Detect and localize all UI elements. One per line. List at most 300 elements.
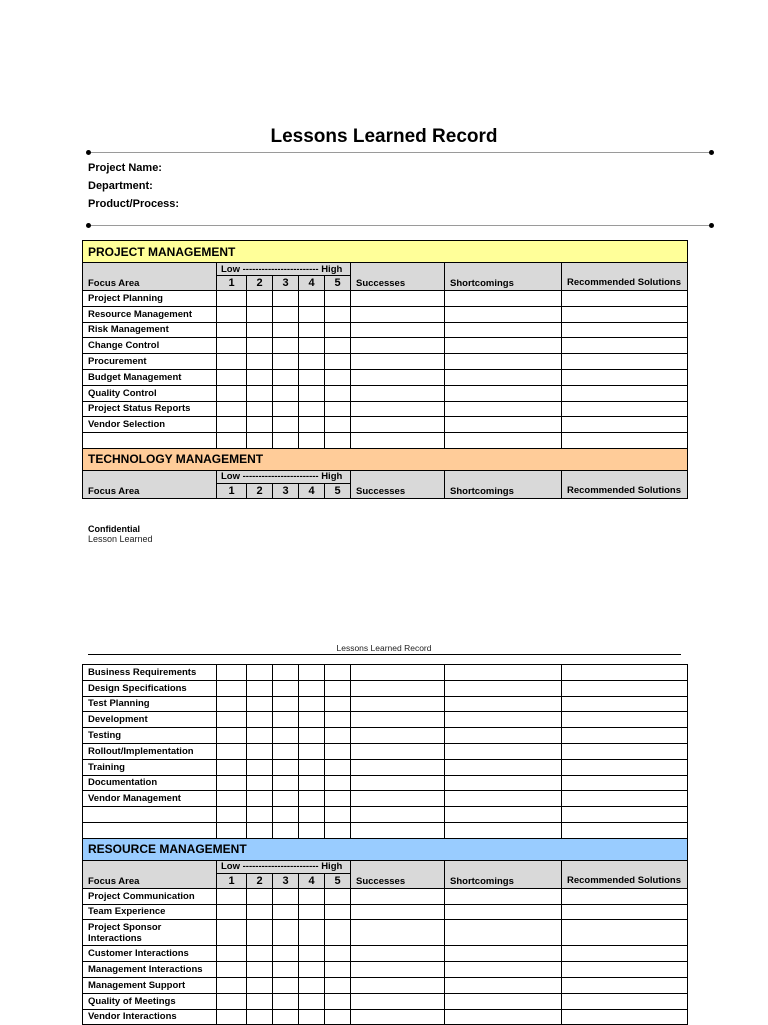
successes-cell[interactable]: [351, 680, 445, 696]
rating-1-cell[interactable]: [217, 888, 247, 904]
rating-5-cell[interactable]: [325, 665, 351, 681]
rating-5-header: 5: [325, 483, 351, 498]
rating-2-cell[interactable]: [247, 712, 273, 728]
lessons-table-page2: [82, 664, 688, 1025]
rating-1-cell[interactable]: [217, 665, 247, 681]
shortcomings-cell[interactable]: [445, 665, 562, 681]
footer-confidential: Confidential: [88, 524, 140, 534]
rating-2-cell[interactable]: [247, 904, 273, 920]
table-row: [83, 775, 688, 791]
focus-area-cell: Vendor Selection: [83, 417, 217, 433]
successes-cell[interactable]: [351, 401, 445, 417]
rating-4-cell[interactable]: [299, 322, 325, 338]
successes-cell[interactable]: [351, 1009, 445, 1025]
rating-3-cell[interactable]: [273, 338, 299, 354]
rating-5-cell[interactable]: [325, 807, 351, 823]
focus-area-cell: Resource Management: [83, 306, 217, 322]
successes-cell[interactable]: [351, 712, 445, 728]
shortcomings-cell[interactable]: [445, 920, 562, 946]
table-row: [83, 728, 688, 744]
shortcomings-cell[interactable]: [445, 433, 562, 449]
rating-4-cell[interactable]: [299, 369, 325, 385]
rating-5-cell[interactable]: [325, 822, 351, 838]
divider-dot: [709, 150, 714, 155]
recommended-solutions-cell[interactable]: [562, 680, 688, 696]
recommended-solutions-cell[interactable]: [562, 946, 688, 962]
rating-2-cell[interactable]: [247, 433, 273, 449]
department-label: Department:: [88, 180, 153, 192]
rating-2-cell[interactable]: [247, 728, 273, 744]
rating-3-cell[interactable]: [273, 920, 299, 946]
rating-1-cell[interactable]: [217, 338, 247, 354]
recommended-solutions-cell[interactable]: [562, 354, 688, 370]
focus-area-cell: Documentation: [83, 775, 217, 791]
successes-cell[interactable]: [351, 728, 445, 744]
shortcomings-cell[interactable]: [445, 977, 562, 993]
rating-2-cell[interactable]: [247, 962, 273, 978]
rating-3-cell[interactable]: [273, 322, 299, 338]
successes-cell[interactable]: [351, 417, 445, 433]
section-header-project-management: PROJECT MANAGEMENT: [83, 241, 688, 263]
shortcomings-cell[interactable]: [445, 904, 562, 920]
shortcomings-cell[interactable]: [445, 338, 562, 354]
rating-4-cell[interactable]: [299, 759, 325, 775]
rating-4-cell[interactable]: [299, 433, 325, 449]
rating-1-cell[interactable]: [217, 822, 247, 838]
recommended-solutions-cell[interactable]: [562, 1009, 688, 1025]
rating-1-cell[interactable]: [217, 993, 247, 1009]
successes-cell[interactable]: [351, 888, 445, 904]
recommended-solutions-cell[interactable]: [562, 712, 688, 728]
rating-1-cell[interactable]: [217, 1009, 247, 1025]
shortcomings-cell[interactable]: [445, 696, 562, 712]
recommended-solutions-cell[interactable]: [562, 759, 688, 775]
product-process-label: Product/Process:: [88, 198, 180, 210]
page2-header-rule: [88, 654, 681, 655]
rating-5-cell[interactable]: [325, 759, 351, 775]
table-row: [83, 920, 688, 946]
rating-5-cell[interactable]: [325, 1009, 351, 1025]
successes-header: Successes: [351, 263, 445, 291]
table-row: [83, 888, 688, 904]
shortcomings-cell[interactable]: [445, 962, 562, 978]
rating-1-cell[interactable]: [217, 807, 247, 823]
rating-3-cell[interactable]: [273, 807, 299, 823]
successes-cell[interactable]: [351, 322, 445, 338]
table-row: [83, 433, 688, 449]
rating-5-cell[interactable]: [325, 743, 351, 759]
rating-1-cell[interactable]: [217, 920, 247, 946]
rating-5-cell[interactable]: [325, 962, 351, 978]
rating-1-cell[interactable]: [217, 417, 247, 433]
rating-3-cell[interactable]: [273, 385, 299, 401]
recommended-solutions-cell[interactable]: [562, 993, 688, 1009]
rating-1-cell[interactable]: [217, 962, 247, 978]
rating-1-cell[interactable]: [217, 904, 247, 920]
rating-2-cell[interactable]: [247, 696, 273, 712]
rating-3-cell[interactable]: [273, 401, 299, 417]
rating-3-header: 3: [273, 483, 299, 498]
rating-4-header: 4: [299, 873, 325, 888]
rating-2-cell[interactable]: [247, 759, 273, 775]
rating-4-cell[interactable]: [299, 743, 325, 759]
rating-2-header: 2: [247, 483, 273, 498]
recommended-solutions-cell[interactable]: [562, 743, 688, 759]
bottom-divider: [88, 225, 712, 226]
rating-5-cell[interactable]: [325, 680, 351, 696]
rating-3-cell[interactable]: [273, 354, 299, 370]
rating-1-cell[interactable]: [217, 369, 247, 385]
successes-cell[interactable]: [351, 338, 445, 354]
rating-5-cell[interactable]: [325, 791, 351, 807]
rating-4-cell[interactable]: [299, 712, 325, 728]
rating-3-cell[interactable]: [273, 977, 299, 993]
rating-2-cell[interactable]: [247, 1009, 273, 1025]
rating-2-cell[interactable]: [247, 680, 273, 696]
shortcomings-cell[interactable]: [445, 369, 562, 385]
rating-3-cell[interactable]: [273, 888, 299, 904]
rating-4-cell[interactable]: [299, 946, 325, 962]
table-row: [83, 385, 688, 401]
section-header-resource-management: RESOURCE MANAGEMENT: [83, 838, 688, 860]
recommended-solutions-header: Recommended Solutions: [562, 860, 688, 888]
recommended-solutions-cell[interactable]: [562, 977, 688, 993]
rating-3-cell[interactable]: [273, 680, 299, 696]
shortcomings-cell[interactable]: [445, 1009, 562, 1025]
recommended-solutions-cell[interactable]: [562, 920, 688, 946]
rating-5-cell[interactable]: [325, 712, 351, 728]
rating-2-cell[interactable]: [247, 401, 273, 417]
rating-3-cell[interactable]: [273, 696, 299, 712]
focus-area-cell: Management Support: [83, 977, 217, 993]
shortcomings-cell[interactable]: [445, 306, 562, 322]
rating-5-cell[interactable]: [325, 920, 351, 946]
rating-4-cell[interactable]: [299, 822, 325, 838]
shortcomings-cell[interactable]: [445, 791, 562, 807]
rating-1-cell[interactable]: [217, 385, 247, 401]
rating-2-cell[interactable]: [247, 946, 273, 962]
recommended-solutions-cell[interactable]: [562, 728, 688, 744]
successes-cell[interactable]: [351, 946, 445, 962]
rating-1-cell[interactable]: [217, 728, 247, 744]
rating-4-cell[interactable]: [299, 791, 325, 807]
focus-area-cell: Budget Management: [83, 369, 217, 385]
rating-3-cell[interactable]: [273, 417, 299, 433]
rating-5-cell[interactable]: [325, 354, 351, 370]
successes-cell[interactable]: [351, 433, 445, 449]
recommended-solutions-header: Recommended Solutions: [562, 470, 688, 498]
rating-5-cell[interactable]: [325, 306, 351, 322]
rating-3-cell[interactable]: [273, 665, 299, 681]
rating-4-cell[interactable]: [299, 888, 325, 904]
recommended-solutions-cell[interactable]: [562, 962, 688, 978]
rating-2-cell[interactable]: [247, 888, 273, 904]
rating-1-cell[interactable]: [217, 791, 247, 807]
shortcomings-cell[interactable]: [445, 743, 562, 759]
focus-area-cell: Rollout/Implementation: [83, 743, 217, 759]
shortcomings-cell[interactable]: [445, 712, 562, 728]
rating-5-cell[interactable]: [325, 977, 351, 993]
rating-3-header: 3: [273, 276, 299, 291]
rating-5-cell[interactable]: [325, 946, 351, 962]
rating-3-cell[interactable]: [273, 962, 299, 978]
rating-2-cell[interactable]: [247, 322, 273, 338]
successes-cell[interactable]: [351, 791, 445, 807]
successes-cell[interactable]: [351, 369, 445, 385]
recommended-solutions-header: Recommended Solutions: [562, 263, 688, 291]
rating-2-header: 2: [247, 276, 273, 291]
successes-cell[interactable]: [351, 775, 445, 791]
rating-1-cell[interactable]: [217, 322, 247, 338]
recommended-solutions-cell[interactable]: [562, 385, 688, 401]
rating-5-cell[interactable]: [325, 696, 351, 712]
rating-2-cell[interactable]: [247, 807, 273, 823]
focus-area-cell: Project Status Reports: [83, 401, 217, 417]
rating-2-cell[interactable]: [247, 385, 273, 401]
rating-4-header: 4: [299, 483, 325, 498]
rating-1-cell[interactable]: [217, 401, 247, 417]
focus-area-cell: [83, 807, 217, 823]
recommended-solutions-cell[interactable]: [562, 433, 688, 449]
rating-5-cell[interactable]: [325, 904, 351, 920]
rating-1-cell[interactable]: [217, 775, 247, 791]
rating-1-cell[interactable]: [217, 743, 247, 759]
shortcomings-cell[interactable]: [445, 775, 562, 791]
rating-4-cell[interactable]: [299, 920, 325, 946]
rating-3-cell[interactable]: [273, 775, 299, 791]
successes-cell[interactable]: [351, 904, 445, 920]
rating-3-cell[interactable]: [273, 1009, 299, 1025]
rating-5-cell[interactable]: [325, 369, 351, 385]
rating-3-cell[interactable]: [273, 743, 299, 759]
rating-2-cell[interactable]: [247, 417, 273, 433]
rating-3-cell[interactable]: [273, 306, 299, 322]
rating-5-cell[interactable]: [325, 417, 351, 433]
divider-dot: [709, 223, 714, 228]
table-row: [83, 680, 688, 696]
recommended-solutions-cell[interactable]: [562, 807, 688, 823]
rating-4-cell[interactable]: [299, 417, 325, 433]
shortcomings-cell[interactable]: [445, 946, 562, 962]
rating-5-cell[interactable]: [325, 775, 351, 791]
rating-1-cell[interactable]: [217, 354, 247, 370]
recommended-solutions-cell[interactable]: [562, 904, 688, 920]
table-row: [83, 1009, 688, 1025]
rating-3-cell[interactable]: [273, 369, 299, 385]
rating-3-cell[interactable]: [273, 946, 299, 962]
rating-3-header: 3: [273, 873, 299, 888]
focus-area-cell: Project Planning: [83, 291, 217, 307]
shortcomings-cell[interactable]: [445, 291, 562, 307]
successes-cell[interactable]: [351, 822, 445, 838]
rating-2-cell[interactable]: [247, 977, 273, 993]
focus-area-cell: Risk Management: [83, 322, 217, 338]
rating-3-cell[interactable]: [273, 791, 299, 807]
recommended-solutions-cell[interactable]: [562, 665, 688, 681]
successes-cell[interactable]: [351, 385, 445, 401]
table-row: [83, 665, 688, 681]
table-row: [83, 946, 688, 962]
rating-4-cell[interactable]: [299, 385, 325, 401]
rating-2-cell[interactable]: [247, 920, 273, 946]
successes-cell[interactable]: [351, 696, 445, 712]
rating-5-cell[interactable]: [325, 433, 351, 449]
successes-cell[interactable]: [351, 291, 445, 307]
rating-5-cell[interactable]: [325, 322, 351, 338]
recommended-solutions-cell[interactable]: [562, 369, 688, 385]
rating-3-cell[interactable]: [273, 433, 299, 449]
rating-5-cell[interactable]: [325, 401, 351, 417]
recommended-solutions-cell[interactable]: [562, 417, 688, 433]
focus-area-cell: [83, 433, 217, 449]
table-row: [83, 993, 688, 1009]
rating-4-cell[interactable]: [299, 338, 325, 354]
recommended-solutions-cell[interactable]: [562, 401, 688, 417]
rating-1-cell[interactable]: [217, 306, 247, 322]
recommended-solutions-cell[interactable]: [562, 775, 688, 791]
rating-4-cell[interactable]: [299, 904, 325, 920]
shortcomings-header: Shortcomings: [445, 263, 562, 291]
recommended-solutions-cell[interactable]: [562, 791, 688, 807]
table-row: [83, 401, 688, 417]
successes-cell[interactable]: [351, 962, 445, 978]
successes-cell[interactable]: [351, 665, 445, 681]
focus-area-cell: Design Specifications: [83, 680, 217, 696]
rating-2-cell[interactable]: [247, 354, 273, 370]
recommended-solutions-cell[interactable]: [562, 291, 688, 307]
shortcomings-cell[interactable]: [445, 728, 562, 744]
focus-area-header: Focus Area: [83, 470, 217, 498]
rating-2-cell[interactable]: [247, 822, 273, 838]
rating-4-cell[interactable]: [299, 306, 325, 322]
rating-3-cell[interactable]: [273, 291, 299, 307]
rating-4-cell[interactable]: [299, 993, 325, 1009]
rating-5-cell[interactable]: [325, 993, 351, 1009]
shortcomings-cell[interactable]: [445, 822, 562, 838]
rating-3-cell[interactable]: [273, 904, 299, 920]
rating-5-cell[interactable]: [325, 888, 351, 904]
focus-area-cell: Training: [83, 759, 217, 775]
shortcomings-cell[interactable]: [445, 680, 562, 696]
focus-area-cell: Business Requirements: [83, 665, 217, 681]
shortcomings-cell[interactable]: [445, 888, 562, 904]
rating-4-cell[interactable]: [299, 1009, 325, 1025]
rating-2-cell[interactable]: [247, 338, 273, 354]
shortcomings-cell[interactable]: [445, 807, 562, 823]
rating-4-cell[interactable]: [299, 696, 325, 712]
rating-2-cell[interactable]: [247, 791, 273, 807]
successes-cell[interactable]: [351, 993, 445, 1009]
rating-1-cell[interactable]: [217, 759, 247, 775]
rating-1-cell[interactable]: [217, 712, 247, 728]
successes-header: Successes: [351, 860, 445, 888]
rating-1-cell[interactable]: [217, 696, 247, 712]
rating-1-header: 1: [217, 483, 247, 498]
rating-5-cell[interactable]: [325, 338, 351, 354]
rating-3-cell[interactable]: [273, 993, 299, 1009]
successes-cell[interactable]: [351, 807, 445, 823]
rating-5-cell[interactable]: [325, 291, 351, 307]
rating-3-cell[interactable]: [273, 728, 299, 744]
table-row: [83, 822, 688, 838]
rating-4-cell[interactable]: [299, 962, 325, 978]
focus-area-cell: [83, 822, 217, 838]
rating-3-cell[interactable]: [273, 712, 299, 728]
rating-5-cell[interactable]: [325, 385, 351, 401]
focus-area-cell: Quality of Meetings: [83, 993, 217, 1009]
rating-4-cell[interactable]: [299, 401, 325, 417]
rating-scale-header: Low ------------------------ High: [217, 470, 351, 483]
rating-2-cell[interactable]: [247, 993, 273, 1009]
rating-4-cell[interactable]: [299, 354, 325, 370]
rating-1-cell[interactable]: [217, 946, 247, 962]
recommended-solutions-cell[interactable]: [562, 696, 688, 712]
shortcomings-header: Shortcomings: [445, 860, 562, 888]
rating-4-cell[interactable]: [299, 977, 325, 993]
rating-1-cell[interactable]: [217, 977, 247, 993]
top-divider: [88, 152, 712, 153]
shortcomings-cell[interactable]: [445, 993, 562, 1009]
recommended-solutions-cell[interactable]: [562, 822, 688, 838]
table-row: [83, 306, 688, 322]
shortcomings-cell[interactable]: [445, 401, 562, 417]
recommended-solutions-cell[interactable]: [562, 338, 688, 354]
recommended-solutions-cell[interactable]: [562, 306, 688, 322]
shortcomings-cell[interactable]: [445, 417, 562, 433]
successes-cell[interactable]: [351, 743, 445, 759]
focus-area-cell: Test Planning: [83, 696, 217, 712]
successes-cell[interactable]: [351, 354, 445, 370]
rating-1-cell[interactable]: [217, 680, 247, 696]
shortcomings-cell[interactable]: [445, 354, 562, 370]
rating-2-cell[interactable]: [247, 743, 273, 759]
rating-4-cell[interactable]: [299, 775, 325, 791]
rating-4-cell[interactable]: [299, 728, 325, 744]
rating-2-cell[interactable]: [247, 369, 273, 385]
rating-5-cell[interactable]: [325, 728, 351, 744]
rating-1-cell[interactable]: [217, 433, 247, 449]
rating-3-cell[interactable]: [273, 759, 299, 775]
footer-subtitle: Lesson Learned: [88, 534, 153, 544]
page2-running-header: Lessons Learned Record: [336, 643, 432, 653]
focus-area-cell: Customer Interactions: [83, 946, 217, 962]
rating-4-cell[interactable]: [299, 665, 325, 681]
successes-cell[interactable]: [351, 920, 445, 946]
table-row: [83, 743, 688, 759]
successes-cell[interactable]: [351, 977, 445, 993]
rating-1-cell[interactable]: [217, 291, 247, 307]
shortcomings-cell[interactable]: [445, 759, 562, 775]
rating-4-cell[interactable]: [299, 291, 325, 307]
recommended-solutions-cell[interactable]: [562, 322, 688, 338]
focus-area-header: Focus Area: [83, 263, 217, 291]
rating-3-cell[interactable]: [273, 822, 299, 838]
shortcomings-cell[interactable]: [445, 322, 562, 338]
rating-2-cell[interactable]: [247, 775, 273, 791]
rating-2-cell[interactable]: [247, 665, 273, 681]
rating-4-cell[interactable]: [299, 807, 325, 823]
successes-header: Successes: [351, 470, 445, 498]
successes-cell[interactable]: [351, 759, 445, 775]
shortcomings-cell[interactable]: [445, 385, 562, 401]
rating-2-cell[interactable]: [247, 291, 273, 307]
successes-cell[interactable]: [351, 306, 445, 322]
focus-area-cell: Development: [83, 712, 217, 728]
rating-2-cell[interactable]: [247, 306, 273, 322]
rating-4-cell[interactable]: [299, 680, 325, 696]
recommended-solutions-cell[interactable]: [562, 888, 688, 904]
page-title: Lessons Learned Record: [270, 126, 498, 147]
